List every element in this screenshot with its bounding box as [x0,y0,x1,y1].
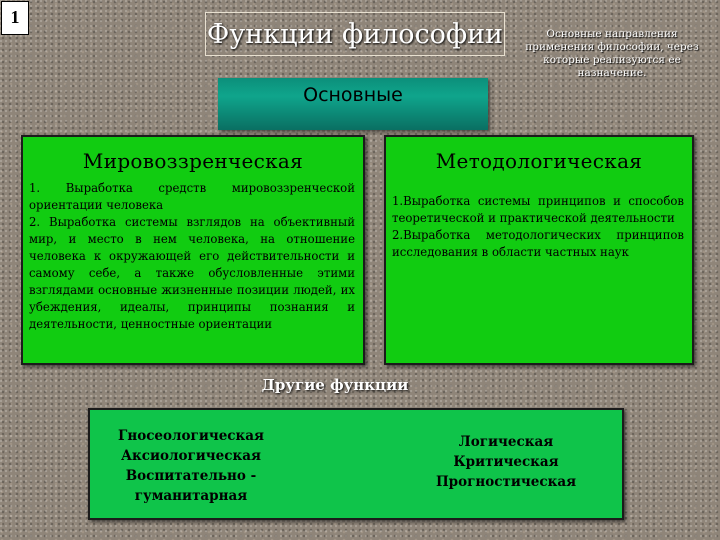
methodological-description: 1.Выработка системы принципов и способов теоретической и практической деятельности 2.Выработка методологических принципов исследования в области частных наук [392,194,684,259]
other-functions-label: Другие функции [261,376,409,394]
other-functions-panel [88,408,624,520]
directions-note: Основные направления применения философии, через которые реализуются ее назначение. [525,28,699,79]
methodological-function-panel [384,135,694,365]
main-functions-header: Основные [218,78,488,130]
worldview-title: Мировоззренческая [82,149,304,173]
slide-number: 1 [1,1,29,35]
worldview-function-panel [21,135,365,365]
worldview-description: 1. Выработка средств мировоззренческой ориентации человека 2. Выработка системы взглядов на объективный мир, и место в нем человека, на отношение человека к окружающей его действительности и самому себе, а также обусловленные этими взглядами основные жизненные позиции людей, их убеждения, идеалы, принципы познания и деятельности, ценностные ориентации [29,181,355,331]
methodological-title: Методологическая [435,149,643,173]
other-functions-right-list: Логическая Критическая Прогностическая [435,434,577,490]
other-functions-left-list: Гносеологическая Аксиологическая Воспитательно - гуманитарная [118,428,264,504]
slide-title: Функции философии [205,12,505,56]
